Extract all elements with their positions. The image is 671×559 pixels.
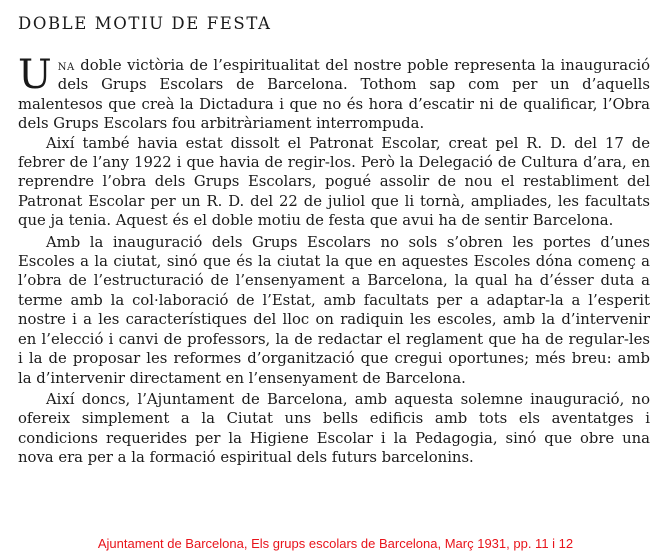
small-caps-lead: na (57, 57, 75, 74)
paragraph-2: Així també havia estat dissolt el Patronat Escolar, creat pel R. D. del 17 de febrer de l’any 1922 i que havia de regir-los. Però la Delegació de Cultura d’ara, en reprendre l’obra dels Grups Escolars, pogué assolir de nou el restabliment del Patronat Escolar per un R. D. del 22 de juliol que li tornà, ampliades, les facultats que ja tenia. Aquest és el doble motiu de festa que avui ha de sentir Barcelona. (18, 134, 650, 230)
paragraph-4: Així doncs, l’Ajuntament de Barcelona, amb aquesta solemne inauguració, no ofereix simplement a la Ciutat uns bells edificis amb tots els aventatges i condicions requerides per la Higiene Escolar i la Pedagogia, sinó que obre una nova era per a la formació espiritual dels futurs barcelonins. (18, 390, 650, 467)
paragraph-3: Amb la inauguració dels Grups Escolars no sols s’obren les portes d’unes Escoles a la ciutat, sinó que és la ciutat la que en aquestes Escoles dóna començ a l’obra de l’estructuració de l’ensenyament a Barcelona, la qual ha d’ésser duta a terme amb la col·laboració de l’Estat, amb facultats per a adaptar-la a l’esperit nostre i a les característiques del lloc on radiquin les escoles, amb la d’intervenir en l’elecció i canvi de professors, la de redactar el reglament que ha de regular-les i la de proposar les reformes d’organització que cregui oportunes; més breu: amb la d’intervenir directament en l’ensenyament de Barcelona. (18, 233, 650, 387)
drop-cap: U (18, 52, 52, 98)
document-body (18, 52, 650, 468)
source-caption: Ajuntament de Barcelona, Els grups escolars de Barcelona, Març 1931, pp. 11 i 12 (97, 536, 574, 551)
paragraph-1-text: doble victòria de l’espiritualitat del nostre poble representa la inauguració dels Grups Escolars de Barcelona. Tothom sap com per un d’aquells malentesos que creà la Dictadura i que no és hora d’escatir ni de qualificar, l’Obra dels Grups Escolars fou arbitràriament interrompuda. (18, 57, 650, 133)
paragraph-1 (18, 52, 650, 134)
document-title: DOBLE MOTIU DE FESTA (18, 14, 272, 33)
